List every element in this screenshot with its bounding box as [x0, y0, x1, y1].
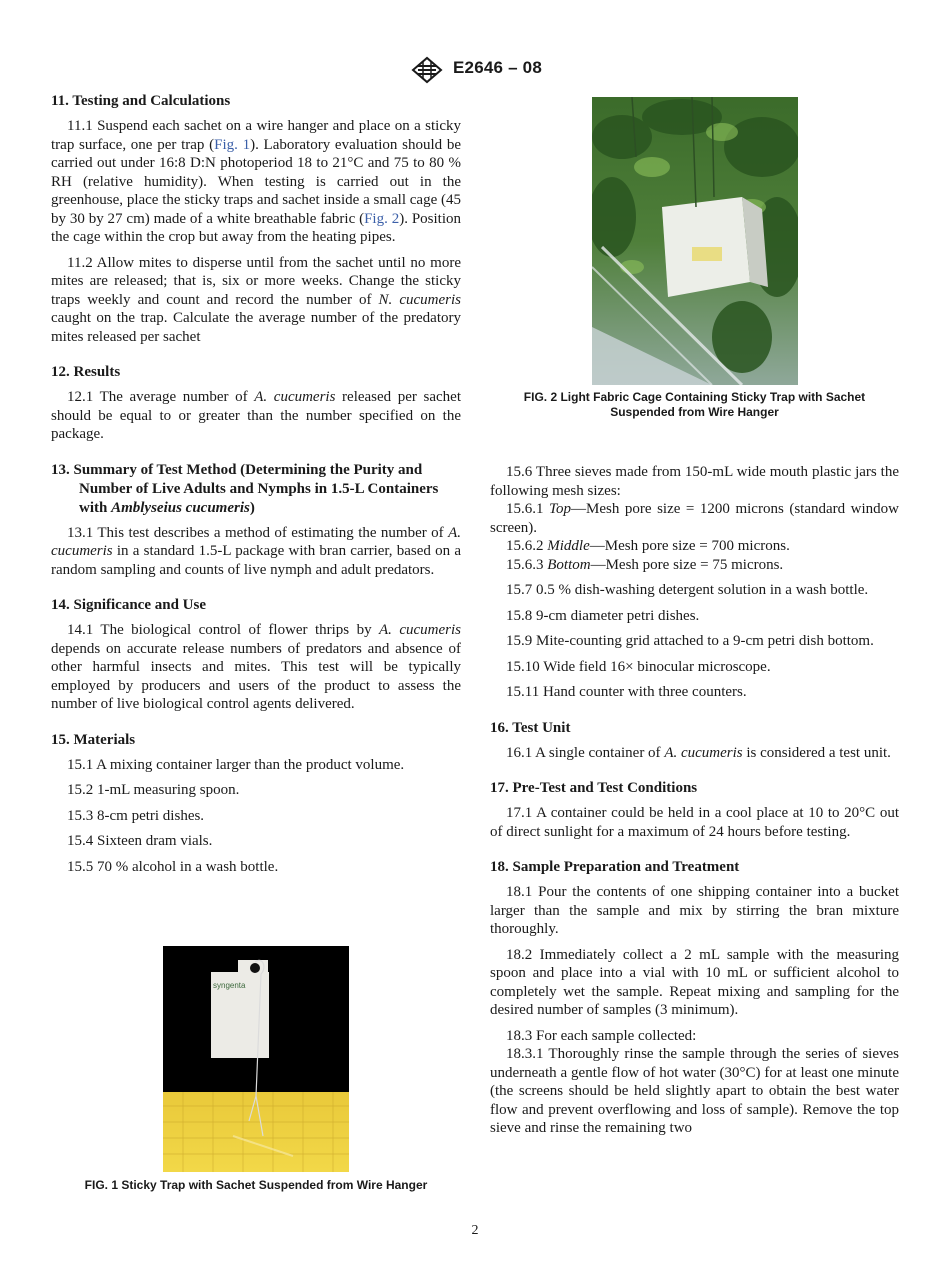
para-14-1: 14.1 The biological control of flower thrips by A. cucumeris depends on accurate release numbers of predators and absence of other harmful insects and mites. This test will be typically employed by producers and users of the product to assess the number of live biological control agents delivered. — [51, 622, 461, 712]
fig-2-link[interactable]: Fig. 2 — [364, 210, 400, 227]
right-column — [490, 463, 899, 1145]
list-item: 15.1 A mixing container larger than the product volume. — [67, 756, 405, 773]
list-item: 15.5 70 % alcohol in a wash bottle. — [67, 858, 279, 875]
list-item: 15.3 8-cm petri dishes. — [67, 807, 205, 824]
section-14-heading: 14. Significance and Use — [51, 597, 207, 613]
para-18-3: 18.3 For each sample collected: — [506, 1027, 697, 1044]
list-item: 15.10 Wide field 16× binocular microscope. — [506, 658, 771, 675]
astm-logo-icon — [409, 56, 445, 84]
document-id: E2646 – 08 — [453, 58, 542, 77]
para-15-6-2: 15.6.2 Middle—Mesh pore size = 700 microns. — [506, 538, 790, 554]
para-17-1: 17.1 A container could be held in a cool place at 10 to 20°C out of direct sunlight for a maximum of 24 hours before testing. — [490, 805, 899, 840]
left-column — [51, 92, 461, 883]
list-item: 15.11 Hand counter with three counters. — [506, 684, 747, 700]
list-item: 15.7 0.5 % dish-washing detergent solution in a wash bottle. — [506, 582, 869, 598]
para-18-3-1: 18.3.1 Thoroughly rinse the sample through the series of sieves underneath a gentle flow of hot water (30°C) for at least one minute (the screens should be held slightly apart to obtain the best water flow and prevent overflowing and loss of sample). Remove the top sieve and rinse the remaining two — [490, 1046, 899, 1136]
section-17-heading: 17. Pre-Test and Test Conditions — [490, 780, 698, 796]
para-15-6-3: 15.6.3 Bottom—Mesh pore size = 75 microns. — [506, 556, 784, 573]
fig-1-link[interactable]: Fig. 1 — [214, 136, 251, 153]
section-15-heading: 15. Materials — [51, 731, 136, 748]
section-16-heading: 16. Test Unit — [490, 719, 571, 736]
figure-1-photo — [163, 946, 349, 1172]
list-item: 15.2 1-mL measuring spoon. — [67, 782, 240, 798]
para-15-6: 15.6 Three sieves made from 150-mL wide mouth plastic jars the following mesh sizes: — [490, 464, 899, 499]
page-header — [0, 56, 950, 84]
list-item: 15.9 Mite-counting grid attached to a 9-cm petri dish bottom. — [506, 633, 874, 649]
sachet-brand-label: syngenta — [213, 981, 246, 990]
figure-1-caption: FIG. 1 Sticky Trap with Sachet Suspended from Wire Hanger — [84, 1178, 428, 1192]
section-11-heading: 11. Testing and Calculations — [51, 93, 231, 109]
page-number: 2 — [471, 1223, 479, 1238]
para-12-1: 12.1 The average number of A. cucumeris released per sachet should be equal to or greater than the number specified on the package. — [51, 389, 462, 442]
para-18-2: 18.2 Immediately collect a 2 mL sample with the measuring spoon and place into a vial with 10 mL or sufficient alcohol to completely wet the sample. Repeat mixing and sampling for the desired number of samples (3 minimum). — [490, 946, 899, 1018]
para-16-1: 16.1 A single container of A. cucumeris is considered a test unit. — [506, 744, 891, 761]
section-18-heading: 18. Sample Preparation and Treatment — [490, 859, 740, 875]
figure-2-caption: FIG. 2 Light Fabric Cage Containing Sticky Trap with Sachet Suspended from Wire Hanger — [523, 390, 866, 419]
para-11-2: 11.2 Allow mites to disperse until from the sachet until no more mites are released; that is, six or more weeks. Change the sticky traps weekly and count and record the number of N. cucumeris caught on the trap. Calculate the average number of the predatory mites released per sachet — [51, 254, 462, 345]
para-13-1: 13.1 This test describes a method of estimating the number of A. cucumeris in a standard 1.5-L package with bran carrier, based on a random sampling and counts of live nymph and adult predators. — [51, 524, 461, 578]
section-13-heading: 13. Summary of Test Method (Determining the Purity and Number of Live Adults and Nymphs in 1.5-L Containers with Amblyseius cucumeris) — [51, 461, 439, 516]
para-11-1: 11.1 Suspend each sachet on a wire hanger and place on a sticky trap surface, one per trap (Fig. 1). Laboratory evaluation should be carried out under 16:8 D:N photoperiod 18 to 21°C and 75 to 80 % RH (relative humidity). When testing is carried out in the greenhouse, place the sticky traps and sachet inside a small cage (45 by 30 by 27 cm) made of a white breathable fabric (Fig. 2). Position the cage within the crop but away from the heating pipes. — [51, 118, 461, 245]
figure-2-photo — [592, 97, 798, 385]
section-12-heading: 12. Results — [51, 364, 121, 380]
list-item: 15.4 Sixteen dram vials. — [67, 833, 213, 849]
para-18-1: 18.1 Pour the contents of one shipping container into a bucket larger than the sample and mix by stirring the bran mixture thoroughly. — [490, 884, 899, 937]
para-15-6-1: 15.6.1 Top—Mesh pore size = 1200 microns (standard window screen). — [490, 501, 900, 536]
list-item: 15.8 9-cm diameter petri dishes. — [506, 607, 700, 624]
